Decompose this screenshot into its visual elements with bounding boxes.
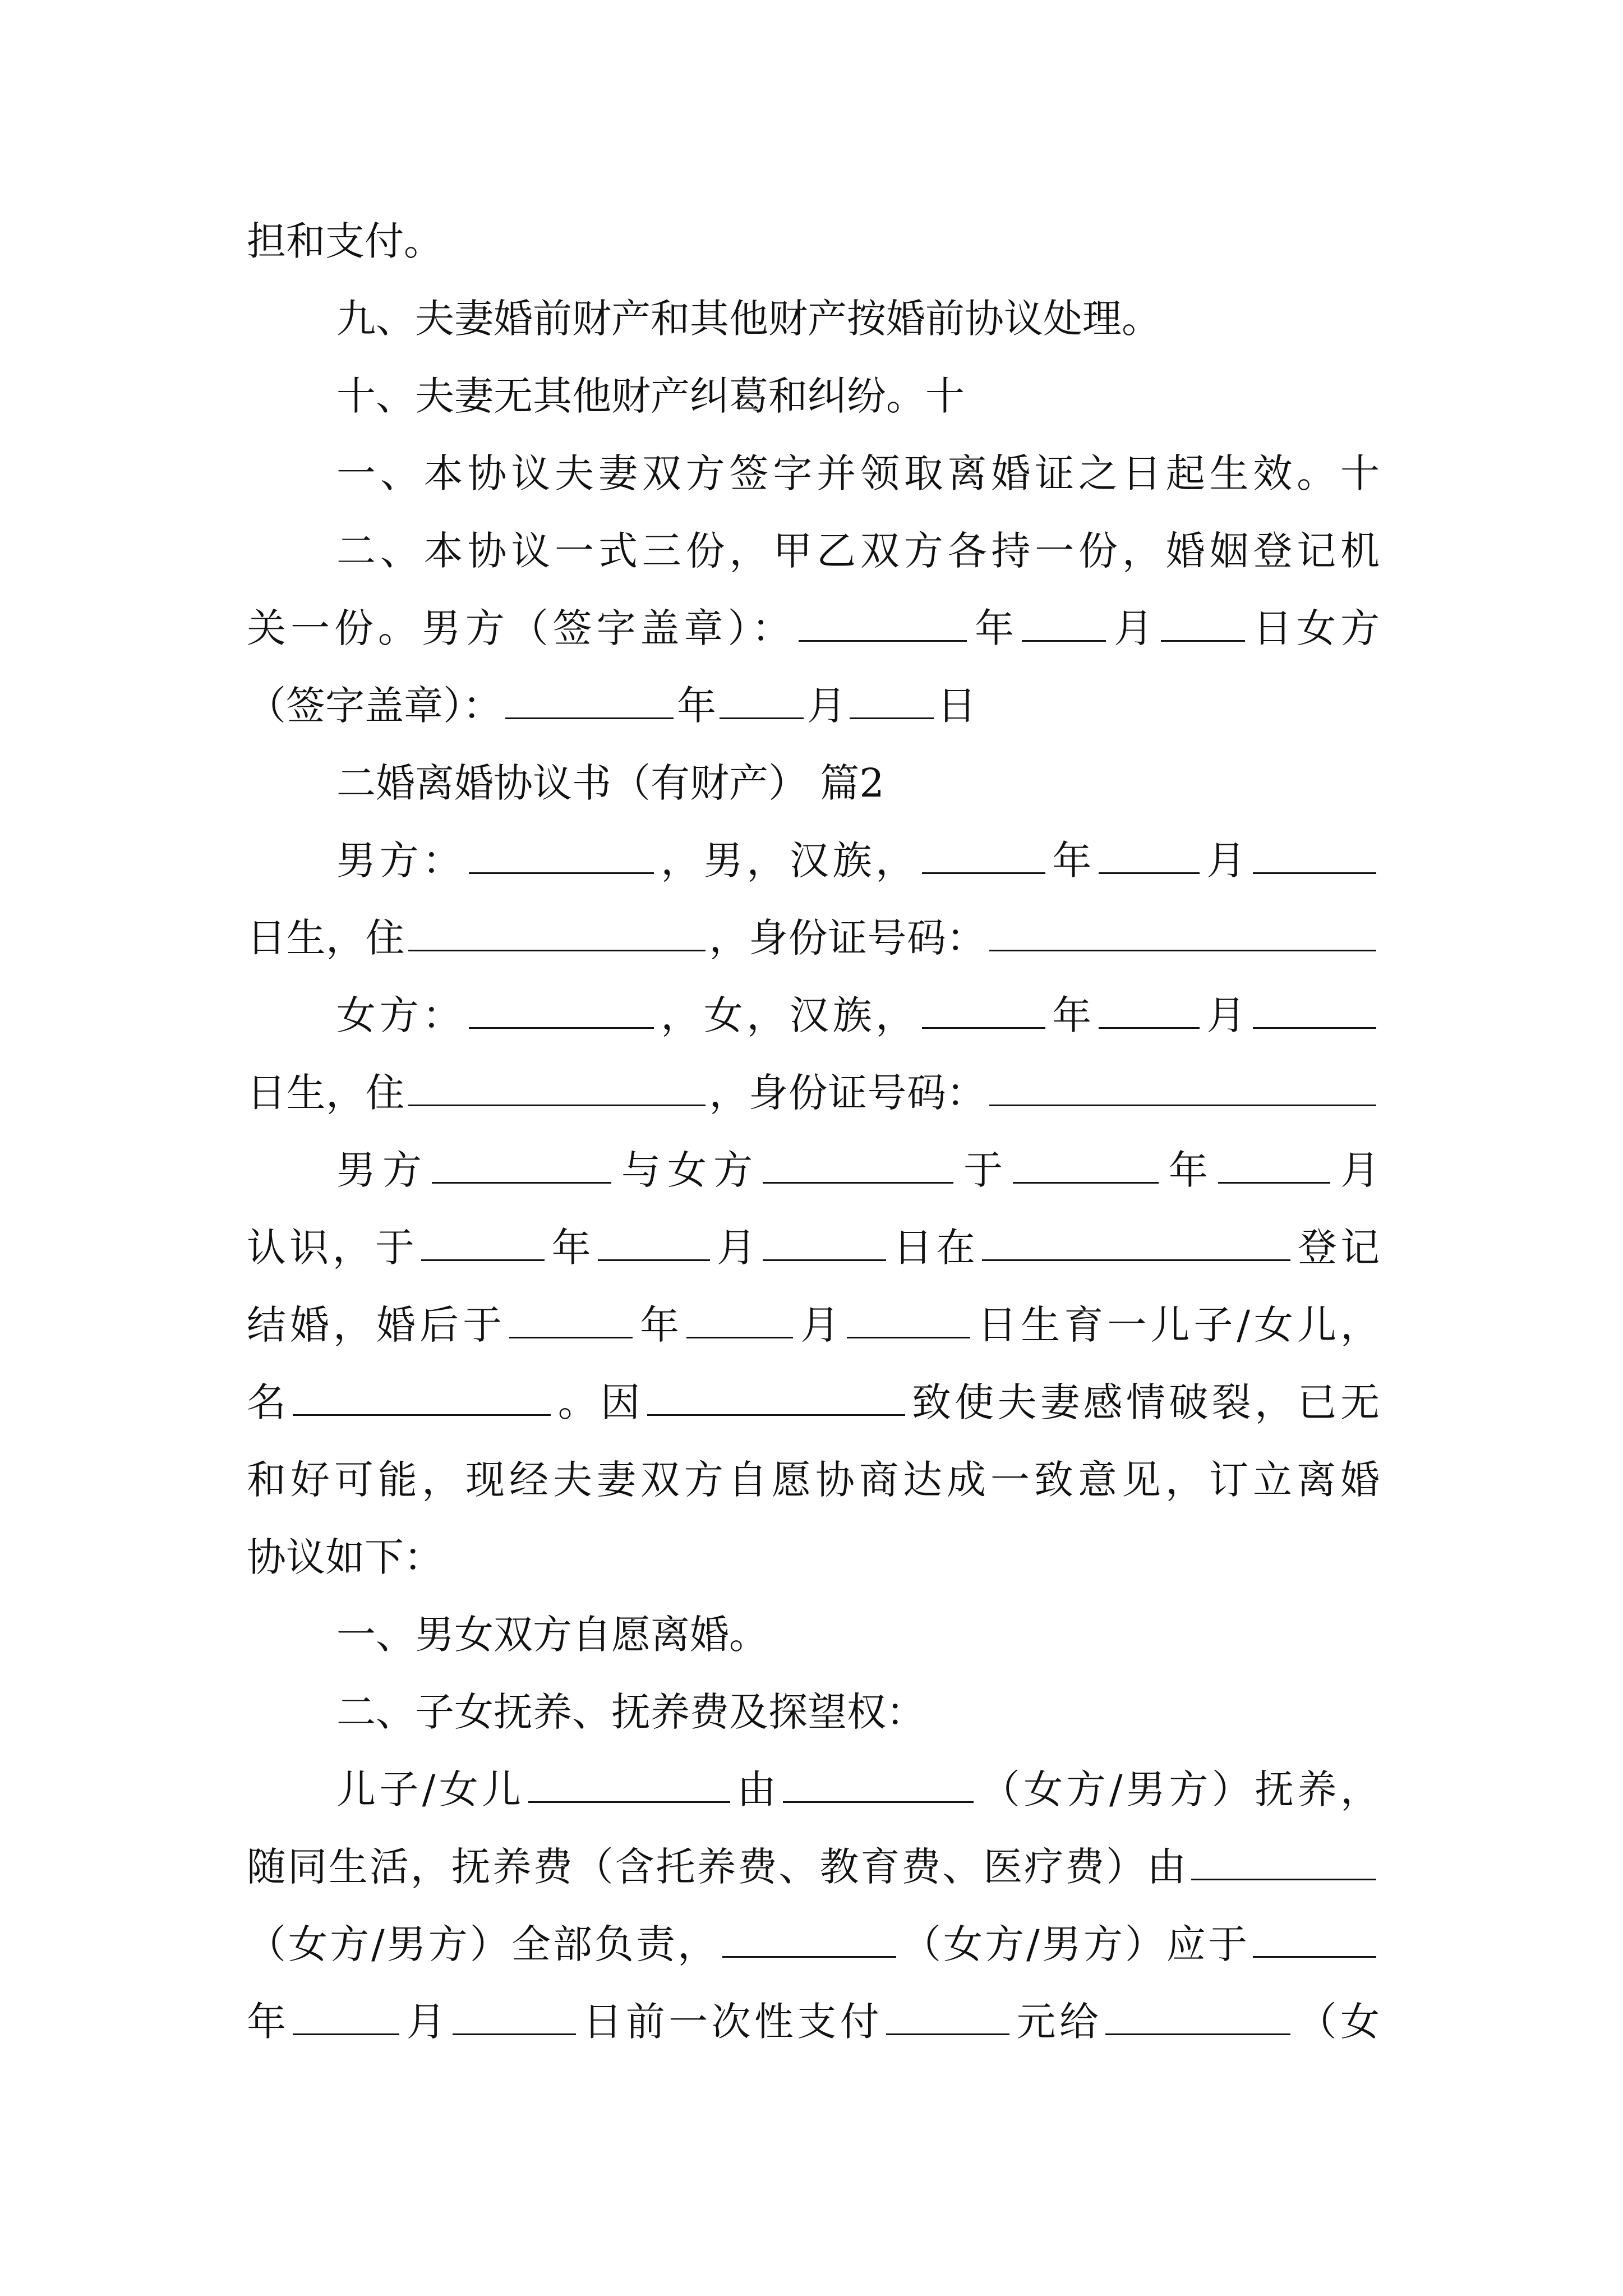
blank-day (1161, 605, 1245, 642)
blank-year (421, 1225, 545, 1261)
text: 登记 (1294, 1225, 1380, 1271)
blank-month (1099, 838, 1200, 874)
blank-day (1253, 838, 1376, 874)
blank-amount (886, 1999, 1009, 2035)
clause-10 (336, 368, 1380, 424)
blank-child-name (293, 1379, 551, 1416)
text: 日前一次性支付 (579, 1999, 883, 2045)
blank-year (922, 838, 1045, 874)
intro-line (247, 1220, 1380, 1276)
text: 和好可能，现经夫妻双方自愿协商达成一致意见，订立离婚 (247, 1457, 1380, 1503)
text: 月 (1202, 992, 1250, 1038)
blank-day (847, 1302, 970, 1338)
intro-line (247, 1529, 1380, 1585)
text: 。因 (554, 1379, 644, 1425)
text: ，身份证号码： (709, 915, 986, 961)
text: 一、男女双方自愿离婚。 (336, 1612, 768, 1658)
blank-signature (799, 605, 967, 642)
blank-day (1253, 992, 1376, 1029)
custody-line (247, 1839, 1380, 1895)
blank-month (598, 1225, 710, 1261)
text: 担和支付。 (247, 218, 443, 264)
blank-place (982, 1225, 1290, 1261)
text: 年 (247, 1999, 290, 2045)
text: 十、夫妻无其他财产纠葛和纠纷。十 (336, 373, 965, 419)
blank-month (720, 683, 804, 719)
text: 二、子女抚养、抚养费及探望权： (336, 1689, 925, 1735)
blank-id-number (989, 915, 1376, 951)
text: 女方： (336, 992, 465, 1038)
text: 与女方 (615, 1147, 759, 1193)
text: 月 (1202, 838, 1250, 884)
text: 儿子/女儿 (336, 1766, 525, 1812)
blank-guardian (783, 1766, 974, 1803)
text: 年 (1048, 838, 1095, 884)
blank-year (1253, 1921, 1376, 1958)
female-address-line (247, 1065, 1380, 1121)
text: （女方/男方）抚养， (977, 1766, 1380, 1812)
text: 年 (636, 1302, 684, 1348)
text: 九、夫妻婚前财产和其他财产按婚前协议处理。 (336, 296, 1161, 342)
blank-month (1218, 1147, 1330, 1184)
text: ，身份证号码： (709, 1070, 986, 1116)
intro-line (336, 1142, 1380, 1198)
blank-month (686, 1302, 793, 1338)
paragraph-line (247, 213, 1380, 269)
text: 于 (957, 1147, 1009, 1193)
text: 元给 (1013, 1999, 1103, 2045)
text: 随同生活，抚养费（含托养费、教育费、医疗费）由 (247, 1844, 1188, 1890)
blank-day (453, 1999, 576, 2035)
text: 关一份。男方（签字盖章）： (247, 605, 796, 651)
text: 男方 (336, 1147, 428, 1193)
custody-line (336, 1761, 1380, 1818)
blank-address (408, 1070, 706, 1106)
intro-line (247, 1452, 1380, 1508)
text: （签字盖章）： (247, 683, 502, 729)
male-address-line (247, 910, 1380, 966)
text: 日生，住 (247, 1070, 405, 1116)
blank-male-name (432, 1147, 611, 1184)
text: 月 (403, 1999, 450, 2045)
text: 月 (796, 1302, 844, 1348)
intro-line (247, 1374, 1380, 1430)
text: 一、本协议夫妻双方签字并领取离婚证之日起生效。十 (336, 450, 1380, 496)
blank-recipient (1105, 1999, 1290, 2035)
blank-signature (505, 683, 674, 719)
text: 结婚，婚后于 (247, 1302, 506, 1348)
title-text: 二婚离婚协议书（有财产） 篇2 (336, 760, 884, 806)
text: ，女，汉族， (657, 992, 919, 1038)
blank-year (509, 1302, 633, 1338)
text: 日 (937, 683, 976, 729)
signature-line-female (247, 678, 1380, 734)
blank-id-number (989, 1070, 1376, 1106)
text: 日女方 (1248, 605, 1380, 651)
text: 认识，于 (247, 1225, 418, 1271)
text: 日在 (889, 1225, 979, 1271)
blank-reason (647, 1379, 905, 1416)
blank-name (469, 992, 654, 1029)
blank-year (922, 992, 1045, 1029)
text: 日生，住 (247, 915, 405, 961)
blank-month (1022, 605, 1106, 642)
section-title (336, 755, 1380, 811)
blank-address (408, 915, 706, 951)
blank-payer (1191, 1844, 1376, 1880)
custody-line (247, 1916, 1380, 1972)
male-party-line (336, 832, 1380, 889)
text: ，男，汉族， (657, 838, 919, 884)
text: 由 (733, 1766, 780, 1812)
text: 月 (1334, 1147, 1380, 1193)
text: 致使夫妻感情破裂，已无 (908, 1379, 1380, 1425)
text: 协议如下： (247, 1534, 443, 1580)
clause-12 (336, 523, 1380, 579)
blank-day (850, 683, 934, 719)
blank-name (469, 838, 654, 874)
signature-line-male (247, 600, 1380, 656)
text: （女方/男方）全部负责， (247, 1921, 720, 1967)
blank-child-name (528, 1766, 730, 1803)
text: （女 (1294, 1999, 1380, 2045)
intro-line (247, 1297, 1380, 1353)
text: 年 (677, 683, 716, 729)
blank-day (763, 1225, 886, 1261)
clause-11 (336, 445, 1380, 501)
text: 男方： (336, 838, 465, 884)
text: 日生育一儿子/女儿， (974, 1302, 1380, 1348)
female-party-line (336, 987, 1380, 1043)
text: 月 (1109, 605, 1158, 651)
blank-year (1013, 1147, 1159, 1184)
blank-payer (722, 1921, 896, 1958)
text: 名 (247, 1379, 290, 1425)
text: 年 (970, 605, 1019, 651)
blank-month (1099, 992, 1200, 1029)
clause-1 (336, 1607, 1380, 1663)
text: 月 (713, 1225, 760, 1271)
clause-9 (336, 291, 1380, 347)
custody-line (247, 1994, 1380, 2050)
text: 年 (1162, 1147, 1215, 1193)
text: （女方/男方）应于 (900, 1921, 1249, 1967)
blank-female-name (763, 1147, 953, 1184)
text: 年 (548, 1225, 594, 1271)
text: 年 (1048, 992, 1095, 1038)
blank-month (293, 1999, 399, 2035)
clause-2 (336, 1684, 1380, 1740)
text: 二、本协议一式三份，甲乙双方各持一份，婚姻登记机 (336, 528, 1380, 574)
text: 月 (807, 683, 846, 729)
